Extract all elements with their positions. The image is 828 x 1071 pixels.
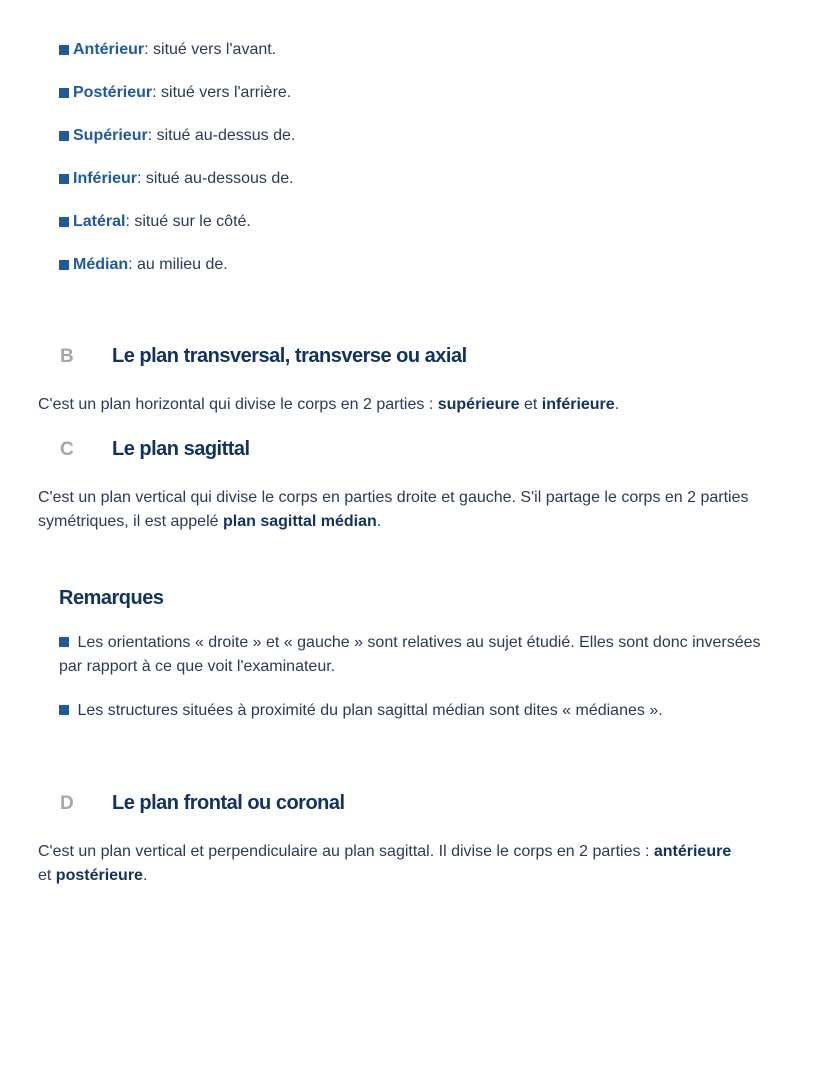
highlight-term: inférieure <box>541 396 615 413</box>
remark-item <box>59 699 779 723</box>
square-bullet-icon <box>59 260 69 270</box>
definition-item <box>59 212 295 255</box>
remark-text: Les structures situées à proximité du plan sagittal médian sont dites « médianes ». <box>77 702 663 719</box>
section-d-paragraph <box>38 840 738 888</box>
definition-item <box>59 83 295 126</box>
square-bullet-icon <box>59 705 69 715</box>
definition-desc: : situé sur le côté. <box>125 213 251 230</box>
definition-term: Inférieur <box>73 170 138 187</box>
section-letter: C <box>60 438 74 460</box>
section-c-paragraph <box>38 486 773 534</box>
definition-desc: : situé au-dessus de. <box>147 127 296 144</box>
definition-list <box>59 40 295 298</box>
definition-term: Postérieur <box>73 84 153 101</box>
section-heading-c <box>60 438 250 461</box>
section-heading-b <box>60 345 467 368</box>
section-b-paragraph <box>38 393 778 417</box>
definition-term: Médian <box>73 256 129 273</box>
highlight-term: supérieure <box>437 396 520 413</box>
section-title: Le plan sagittal <box>112 438 250 460</box>
paragraph-text: . <box>142 867 148 884</box>
section-heading-d <box>60 792 345 815</box>
definition-item <box>59 40 295 83</box>
definition-item <box>59 255 295 298</box>
highlight-term: postérieure <box>55 867 143 884</box>
definition-term: Antérieur <box>73 41 145 58</box>
square-bullet-icon <box>59 174 69 184</box>
definition-item <box>59 126 295 169</box>
highlight-term: plan sagittal médian <box>222 513 377 530</box>
section-letter: B <box>60 345 74 367</box>
definition-desc: : situé au-dessous de. <box>137 170 294 187</box>
definition-desc: : au milieu de. <box>128 256 228 273</box>
paragraph-text: . <box>376 513 382 530</box>
section-title: Le plan transversal, transverse ou axial <box>112 345 467 367</box>
remarks-title: Remarques <box>59 587 164 609</box>
square-bullet-icon <box>59 88 69 98</box>
definition-desc: : situé vers l'arrière. <box>152 84 292 101</box>
square-bullet-icon <box>59 637 69 647</box>
square-bullet-icon <box>59 131 69 141</box>
paragraph-text: et <box>38 867 56 884</box>
section-title: Le plan frontal ou coronal <box>112 792 345 814</box>
paragraph-text: et <box>519 396 542 413</box>
paragraph-text: . <box>614 396 620 413</box>
remark-text: Les orientations « droite » et « gauche » sont relatives au sujet étudié. Elles sont donc inversées par rapport à ce que voit l'examinateur. <box>59 634 761 675</box>
remark-item <box>59 631 779 679</box>
paragraph-text: C'est un plan vertical qui divise le corps en parties droite et gauche. S'il partage le corps en 2 parties symétriques, il est appelé <box>38 489 749 530</box>
paragraph-text: C'est un plan vertical et perpendiculaire au plan sagittal. Il divise le corps en 2 parties : <box>38 843 654 860</box>
definition-term: Supérieur <box>73 127 148 144</box>
highlight-term: antérieure <box>653 843 732 860</box>
section-letter: D <box>60 792 74 814</box>
definition-item <box>59 169 295 212</box>
definition-desc: : situé vers l'avant. <box>144 41 277 58</box>
square-bullet-icon <box>59 217 69 227</box>
square-bullet-icon <box>59 45 69 55</box>
paragraph-text: C'est un plan horizontal qui divise le corps en 2 parties : <box>38 396 438 413</box>
definition-term: Latéral <box>73 213 126 230</box>
